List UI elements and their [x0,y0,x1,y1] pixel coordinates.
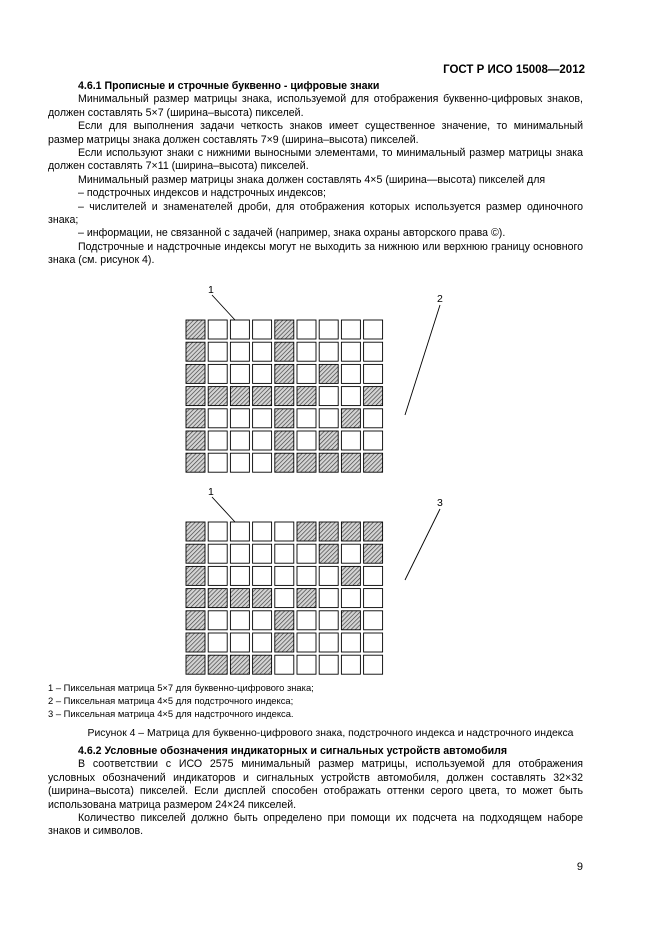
leader-line [405,509,440,580]
pixel-empty [297,342,316,361]
matrix-bottom [186,522,383,674]
pixel-filled [275,611,294,630]
pixel-empty [253,320,272,339]
pixel-empty [364,611,383,630]
pixel-empty [297,566,316,585]
pixel-empty [208,364,227,383]
pixel-empty [319,655,338,674]
pixel-filled [319,544,338,563]
pixel-filled [341,453,360,472]
pixel-empty [319,387,338,406]
pixel-filled [297,387,316,406]
pixel-filled [341,409,360,428]
pixel-empty [297,544,316,563]
legend-item: 3 – Пиксельная матрица 4×5 для надстрочного индекса. [48,708,294,719]
pixel-empty [230,633,249,652]
pixel-empty [208,544,227,563]
pixel-empty [230,431,249,450]
pixel-filled [186,655,205,674]
pixel-empty [297,364,316,383]
pixel-filled [341,611,360,630]
pixel-empty [208,522,227,541]
paragraph: Если для выполнения задачи четкость знаков имеет существенное значение, то минимальный размер матрицы знака должен составлять 7×9 (ширина–высота) пикселей. [48,120,583,146]
pixel-empty [253,522,272,541]
pixel-empty [275,655,294,674]
pixel-empty [253,342,272,361]
callout-label: 3 [437,497,443,509]
pixel-empty [297,611,316,630]
pixel-empty [230,566,249,585]
paragraph: Количество пикселей должно быть определено при помощи их подсчета на подходящем наборе знаков и символов. [48,812,583,838]
pixel-filled [186,387,205,406]
pixel-filled [275,387,294,406]
pixel-empty [253,566,272,585]
pixel-empty [230,544,249,563]
pixel-filled [253,589,272,608]
pixel-filled [275,453,294,472]
pixel-empty [253,409,272,428]
pixel-filled [319,431,338,450]
pixel-empty [364,364,383,383]
pixel-empty [230,364,249,383]
pixel-filled [186,522,205,541]
pixel-filled [230,589,249,608]
matrix-top [186,320,383,472]
pixel-filled [364,522,383,541]
pixel-filled [275,364,294,383]
figure-legend [48,681,314,720]
pixel-filled [364,453,383,472]
callout-label: 2 [437,293,443,305]
pixel-filled [341,566,360,585]
pixel-filled [208,387,227,406]
leader-line [212,295,235,320]
paragraph: Минимальный размер матрицы знака должен составлять 4×5 (ширина—высота) пикселей для [78,173,546,186]
pixel-empty [341,364,360,383]
pixel-empty [297,320,316,339]
section-heading: 4.6.2 Условные обозначения индикаторных и сигнальных устройств автомобиля [78,745,508,757]
pixel-empty [208,342,227,361]
pixel-filled [297,589,316,608]
pixel-empty [208,566,227,585]
pixel-filled [319,522,338,541]
pixel-filled [230,387,249,406]
pixel-empty [230,342,249,361]
pixel-empty [253,453,272,472]
pixel-empty [364,566,383,585]
pixel-empty [230,320,249,339]
pixel-filled [275,409,294,428]
pixel-empty [253,364,272,383]
pixel-empty [341,589,360,608]
list-item: – числителей и знаменателей дроби, для отображения которых используется размер одиночного знака; [48,200,583,227]
pixel-filled [297,453,316,472]
pixel-filled [186,342,205,361]
page-number: 9 [576,861,583,873]
pixel-empty [230,611,249,630]
pixel-filled [275,431,294,450]
section-4-6-2 [48,745,583,839]
pixel-empty [364,342,383,361]
pixel-filled [186,544,205,563]
pixel-empty [364,320,383,339]
pixel-empty [253,611,272,630]
pixel-filled [186,566,205,585]
pixel-empty [319,589,338,608]
pixel-filled [319,453,338,472]
pixel-filled [275,320,294,339]
pixel-filled [275,633,294,652]
pixel-empty [230,409,249,428]
legend-item: 1 – Пиксельная матрица 5×7 для буквенно-цифрового знака; [48,682,314,693]
pixel-empty [319,409,338,428]
pixel-empty [253,633,272,652]
pixel-empty [275,522,294,541]
pixel-empty [341,320,360,339]
pixel-empty [297,633,316,652]
pixel-empty [208,633,227,652]
paragraph: В соответствии с ИСО 2575 минимальный размер матрицы, используемой для отображения условных обозначений индикаторов и сигнальных устройств автомобиля, должен составлять 32×32 (ширина–высота) пикселей. Если дисплей способен отображать оттенки серого цвета, то может быть использована матрица размером 24×24 пикселей. [48,758,583,811]
pixel-empty [208,409,227,428]
pixel-filled [364,387,383,406]
pixel-empty [230,453,249,472]
pixel-empty [275,566,294,585]
pixel-filled [230,655,249,674]
pixel-empty [341,655,360,674]
leader-line [405,305,440,415]
leader-line [212,497,235,522]
pixel-filled [253,655,272,674]
pixel-empty [341,342,360,361]
pixel-filled [208,655,227,674]
pixel-empty [253,431,272,450]
pixel-filled [275,342,294,361]
list-item: – подстрочных индексов и надстрочных индексов; [78,187,326,200]
pixel-empty [208,453,227,472]
pixel-empty [341,431,360,450]
paragraph: Если используют знаки с нижними выносными элементами, то минимальный размер матрицы знака должен составлять 7×11 (ширина–высота) пикселей. [48,147,583,173]
pixel-empty [208,611,227,630]
pixel-empty [275,589,294,608]
paragraph: Подстрочные и надстрочные индексы могут не выходить за нижнюю или верхнюю границу основного знака (см. рисунок 4). [48,240,583,267]
pixel-empty [230,522,249,541]
pixel-empty [319,320,338,339]
pixel-filled [186,589,205,608]
callout-label: 1 [208,284,214,296]
pixel-filled [186,364,205,383]
pixel-empty [319,633,338,652]
pixel-empty [319,611,338,630]
pixel-empty [319,342,338,361]
pixel-empty [208,320,227,339]
pixel-empty [297,431,316,450]
callout-label: 1 [208,486,214,498]
pixel-filled [208,589,227,608]
pixel-empty [275,544,294,563]
pixel-empty [297,655,316,674]
pixel-empty [364,431,383,450]
pixel-empty [208,431,227,450]
paragraph: Минимальный размер матрицы знака, используемой для отображения буквенно-цифровых знаков, должен составлять 5×7 (ширина–высота) пикселей. [48,93,583,119]
pixel-filled [186,633,205,652]
pixel-filled [364,544,383,563]
pixel-filled [186,453,205,472]
figure-caption: Рисунок 4 – Матрица для буквенно-цифрового знака, подстрочного индекса и надстрочного индекса [87,728,574,739]
pixel-empty [364,589,383,608]
pixel-filled [186,320,205,339]
pixel-filled [186,409,205,428]
section-heading: 4.6.1 Прописные и строчные буквенно - цифровые знаки [78,80,380,92]
list-item: – информации, не связанной с задачей (например, знака охраны авторского права ©). [78,227,506,240]
pixel-empty [341,544,360,563]
pixel-filled [341,522,360,541]
pixel-empty [297,409,316,428]
pixel-empty [319,566,338,585]
legend-item: 2 – Пиксельная матрица 4×5 для подстрочного индекса; [48,695,294,706]
pixel-filled [297,522,316,541]
pixel-filled [319,364,338,383]
pixel-empty [364,633,383,652]
pixel-filled [186,611,205,630]
pixel-filled [253,387,272,406]
pixel-empty [253,544,272,563]
pixel-filled [186,431,205,450]
standard-code: ГОСТ Р ИСО 15008—2012 [443,64,585,76]
pixel-empty [341,387,360,406]
pixel-empty [364,655,383,674]
pixel-empty [364,409,383,428]
pixel-empty [341,633,360,652]
